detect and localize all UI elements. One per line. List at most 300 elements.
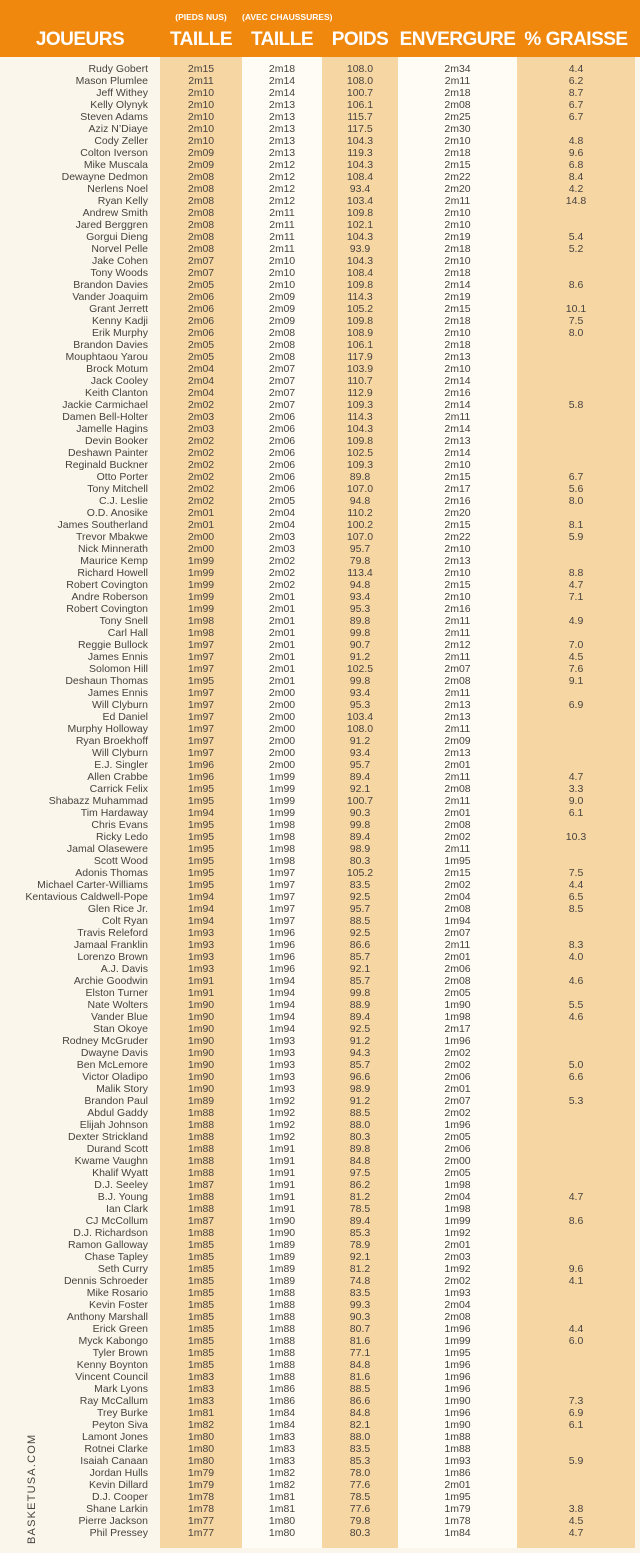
player-name: D.J. Richardson — [73, 1227, 148, 1239]
player-name: Jordan Hulls — [89, 1467, 148, 1479]
player-name: Carrick Felix — [89, 783, 148, 795]
player-bodyfat: 4.0 — [568, 951, 584, 963]
player-wingspan: 1m94 — [444, 915, 471, 927]
player-wingspan: 1m86 — [444, 1467, 471, 1479]
player-height-barefoot: 1m83 — [187, 1383, 215, 1395]
player-bodyfat — [517, 987, 635, 999]
player-bodyfat — [517, 747, 635, 759]
player-bodyfat — [517, 1479, 635, 1491]
player-height-barefoot: 1m98 — [187, 615, 215, 627]
player-wingspan: 2m02 — [444, 1047, 471, 1059]
player-name: Malik Story — [96, 1083, 148, 1095]
player-height-barefoot: 2m06 — [187, 315, 215, 327]
player-height-shoes: 2m01 — [268, 615, 296, 627]
player-height-shoes: 1m80 — [268, 1527, 296, 1539]
table-row — [0, 435, 640, 447]
table-header — [0, 0, 640, 57]
column-header-joueurs: JOUEURS — [35, 29, 125, 50]
table-row — [0, 1359, 640, 1371]
player-height-barefoot: 1m88 — [187, 1155, 215, 1167]
player-name: D.J. Seeley — [94, 1179, 148, 1191]
player-weight: 109.3 — [346, 399, 374, 411]
table-row — [0, 363, 640, 375]
table-row — [0, 603, 640, 615]
player-height-shoes: 1m80 — [268, 1515, 296, 1527]
table-row — [0, 1491, 640, 1503]
player-height-shoes: 1m92 — [268, 1107, 296, 1119]
player-height-shoes: 2m14 — [268, 87, 296, 99]
player-height-barefoot: 1m94 — [187, 903, 215, 915]
player-height-barefoot: 1m85 — [187, 1335, 215, 1347]
player-wingspan: 2m08 — [444, 819, 471, 831]
player-height-barefoot: 1m89 — [187, 1095, 215, 1107]
player-wingspan: 2m01 — [444, 1083, 471, 1095]
player-weight: 81.2 — [349, 1191, 371, 1203]
player-name: Kenny Boynton — [76, 1359, 148, 1371]
player-name: Khalif Wyatt — [92, 1167, 148, 1179]
player-height-shoes: 1m91 — [268, 1179, 296, 1191]
player-height-shoes: 1m91 — [268, 1191, 296, 1203]
table-row — [0, 819, 640, 831]
table-row — [0, 1467, 640, 1479]
player-wingspan: 2m20 — [444, 183, 471, 195]
player-height-barefoot: 1m88 — [187, 1167, 215, 1179]
player-height-shoes: 1m96 — [268, 939, 296, 951]
player-height-shoes: 2m00 — [268, 687, 296, 699]
player-name: Andre Roberson — [71, 591, 148, 603]
player-weight: 119.3 — [347, 147, 373, 159]
table-row — [0, 951, 640, 963]
player-height-barefoot: 1m90 — [187, 1071, 215, 1083]
table-row — [0, 1011, 640, 1023]
player-bodyfat: 7.6 — [568, 663, 584, 675]
player-name: Ryan Kelly — [97, 195, 148, 207]
player-bodyfat: 6.1 — [568, 807, 584, 819]
player-wingspan: 1m92 — [444, 1227, 471, 1239]
table-row — [0, 591, 640, 603]
player-wingspan: 2m11 — [444, 411, 471, 423]
player-wingspan: 2m08 — [444, 783, 471, 795]
player-height-shoes: 2m12 — [268, 183, 296, 195]
player-height-barefoot: 1m85 — [187, 1251, 215, 1263]
player-height-shoes: 2m04 — [268, 519, 296, 531]
player-height-shoes: 2m01 — [268, 663, 296, 675]
player-name: Trey Burke — [97, 1407, 148, 1419]
table-row — [0, 1191, 640, 1203]
player-height-shoes: 1m94 — [268, 1011, 296, 1023]
player-name: Seth Curry — [97, 1263, 148, 1275]
player-wingspan: 2m06 — [444, 1071, 471, 1083]
player-height-shoes: 1m88 — [268, 1299, 296, 1311]
player-weight: 78.0 — [349, 1467, 371, 1479]
player-height-shoes: 2m11 — [269, 207, 295, 219]
player-bodyfat: 8.4 — [568, 171, 584, 183]
player-wingspan: 1m95 — [444, 1491, 471, 1503]
table-row — [0, 99, 640, 111]
player-weight: 89.4 — [349, 1215, 371, 1227]
player-height-barefoot: 1m97 — [187, 651, 215, 663]
table-row — [0, 159, 640, 171]
table-row — [0, 255, 640, 267]
player-name: Robert Covington — [66, 579, 148, 591]
player-weight: 104.3 — [346, 255, 374, 267]
player-height-shoes: 2m03 — [268, 543, 296, 555]
player-bodyfat: 8.8 — [568, 567, 584, 579]
player-name: Kenny Kadji — [91, 315, 148, 327]
player-height-barefoot: 2m08 — [187, 183, 215, 195]
table-row — [0, 999, 640, 1011]
player-name: Murphy Holloway — [67, 723, 148, 735]
player-bodyfat: 6.1 — [568, 1419, 584, 1431]
player-height-shoes: 2m08 — [268, 339, 296, 351]
player-height-barefoot: 1m93 — [187, 927, 215, 939]
player-weight: 85.7 — [349, 975, 371, 987]
player-wingspan: 2m18 — [444, 339, 471, 351]
player-wingspan: 2m22 — [444, 531, 471, 543]
player-wingspan: 2m10 — [444, 207, 471, 219]
table-row — [0, 123, 640, 135]
player-height-barefoot: 2m08 — [187, 243, 215, 255]
player-bodyfat: 6.8 — [568, 159, 584, 171]
player-height-barefoot: 2m10 — [187, 111, 215, 123]
player-wingspan: 2m14 — [444, 447, 471, 459]
table-row — [0, 459, 640, 471]
player-height-shoes: 1m97 — [268, 915, 296, 927]
table-row — [0, 855, 640, 867]
player-bodyfat: 6.9 — [568, 1407, 584, 1419]
table-row — [0, 291, 640, 303]
player-height-shoes: 2m06 — [268, 447, 296, 459]
player-weight: 83.5 — [349, 1443, 371, 1455]
player-height-barefoot: 1m93 — [187, 939, 215, 951]
player-height-barefoot: 1m91 — [187, 987, 215, 999]
player-bodyfat — [517, 351, 635, 363]
player-wingspan: 2m16 — [444, 387, 471, 399]
player-height-barefoot: 2m06 — [187, 291, 215, 303]
player-bodyfat: 8.5 — [568, 903, 584, 915]
player-height-barefoot: 1m95 — [187, 795, 215, 807]
table-row — [0, 1419, 640, 1431]
player-height-barefoot: 1m90 — [187, 1083, 215, 1095]
table-row — [0, 63, 640, 75]
player-wingspan: 1m96 — [444, 1407, 471, 1419]
player-wingspan: 1m96 — [444, 1359, 471, 1371]
table-row — [0, 1299, 640, 1311]
player-weight: 92.5 — [349, 1023, 371, 1035]
player-wingspan: 2m20 — [444, 507, 471, 519]
player-wingspan: 2m13 — [444, 435, 471, 447]
player-wingspan: 2m18 — [444, 315, 471, 327]
player-bodyfat — [517, 1467, 635, 1479]
player-height-barefoot: 1m93 — [187, 963, 215, 975]
player-height-barefoot: 1m96 — [187, 771, 215, 783]
player-wingspan: 1m93 — [444, 1287, 471, 1299]
player-wingspan: 2m01 — [444, 951, 471, 963]
player-wingspan: 2m05 — [444, 987, 471, 999]
player-weight: 107.0 — [346, 483, 374, 495]
player-height-shoes: 1m98 — [268, 831, 296, 843]
table-row — [0, 795, 640, 807]
table-row — [0, 1407, 640, 1419]
player-name: Myck Kabongo — [78, 1335, 148, 1347]
player-height-barefoot: 1m97 — [187, 663, 215, 675]
player-bodyfat: 6.9 — [568, 699, 584, 711]
player-wingspan: 2m16 — [444, 603, 471, 615]
player-wingspan: 2m10 — [444, 591, 471, 603]
player-wingspan: 2m11 — [444, 795, 471, 807]
player-height-shoes: 2m00 — [268, 735, 296, 747]
player-name: Shabazz Muhammad — [48, 795, 148, 807]
player-wingspan: 2m13 — [444, 699, 471, 711]
player-wingspan: 2m16 — [444, 495, 471, 507]
player-weight: 90.3 — [349, 1311, 371, 1323]
player-wingspan: 2m18 — [444, 267, 471, 279]
table-row — [0, 1179, 640, 1191]
player-wingspan: 2m08 — [444, 975, 471, 987]
player-height-shoes: 1m99 — [268, 795, 296, 807]
table-row — [0, 711, 640, 723]
player-height-barefoot: 1m85 — [187, 1239, 215, 1251]
table-row — [0, 339, 640, 351]
table-row — [0, 1335, 640, 1347]
player-height-barefoot: 1m80 — [187, 1443, 215, 1455]
player-name: Cody Zeller — [94, 135, 148, 147]
table-row — [0, 1371, 640, 1383]
player-bodyfat: 5.0 — [568, 1059, 584, 1071]
player-height-shoes: 2m00 — [268, 759, 296, 771]
player-height-shoes: 1m92 — [268, 1131, 296, 1143]
table-row — [0, 375, 640, 387]
player-name: Trevor Mbakwe — [76, 531, 148, 543]
player-name: Rodney McGruder — [62, 1035, 148, 1047]
column-header-poids: POIDS — [331, 29, 389, 50]
player-name: Kentavious Caldwell-Pope — [25, 891, 148, 903]
column-header-envergure: ENVERGURE — [399, 29, 516, 50]
player-wingspan: 1m84 — [444, 1527, 471, 1539]
player-weight: 79.8 — [349, 1515, 371, 1527]
player-bodyfat: 8.0 — [568, 495, 584, 507]
table-row — [0, 111, 640, 123]
table-row — [0, 411, 640, 423]
player-wingspan: 1m96 — [444, 1035, 471, 1047]
player-name: Mike Rosario — [86, 1287, 148, 1299]
player-name: Nate Wolters — [87, 999, 148, 1011]
player-wingspan: 1m99 — [444, 1335, 471, 1347]
player-wingspan: 2m08 — [444, 675, 471, 687]
player-weight: 88.0 — [349, 1431, 371, 1443]
table-row — [0, 783, 640, 795]
player-height-barefoot: 1m90 — [187, 1011, 215, 1023]
player-height-shoes: 2m03 — [268, 531, 296, 543]
player-height-barefoot: 2m06 — [187, 303, 215, 315]
player-height-shoes: 2m01 — [268, 639, 296, 651]
player-height-barefoot: 1m99 — [187, 555, 215, 567]
player-height-shoes: 2m06 — [268, 423, 296, 435]
player-height-shoes: 1m88 — [268, 1359, 296, 1371]
player-bodyfat: 5.5 — [568, 999, 584, 1011]
player-wingspan: 2m15 — [444, 471, 471, 483]
player-weight: 100.7 — [346, 87, 374, 99]
table-row — [0, 543, 640, 555]
player-bodyfat — [517, 723, 635, 735]
player-height-barefoot: 1m88 — [187, 1227, 215, 1239]
player-height-barefoot: 1m88 — [187, 1119, 215, 1131]
player-height-barefoot: 1m95 — [187, 843, 215, 855]
player-bodyfat: 9.6 — [568, 147, 584, 159]
table-row — [0, 1311, 640, 1323]
player-wingspan: 1m90 — [444, 999, 471, 1011]
player-height-barefoot: 1m88 — [187, 1143, 215, 1155]
player-weight: 100.2 — [346, 519, 374, 531]
player-height-shoes: 2m00 — [268, 747, 296, 759]
table-row — [0, 723, 640, 735]
player-height-barefoot: 1m78 — [187, 1503, 215, 1515]
player-weight: 92.1 — [349, 963, 371, 975]
player-wingspan: 2m11 — [444, 651, 471, 663]
player-bodyfat: 4.7 — [568, 1527, 584, 1539]
player-bodyfat — [517, 267, 635, 279]
player-name: Tony Snell — [99, 615, 148, 627]
player-height-shoes: 1m97 — [268, 867, 296, 879]
table-row — [0, 663, 640, 675]
player-wingspan: 1m98 — [444, 1179, 471, 1191]
table-row — [0, 1527, 640, 1539]
player-height-barefoot: 2m02 — [187, 459, 215, 471]
table-row — [0, 891, 640, 903]
player-bodyfat: 4.7 — [568, 1191, 584, 1203]
player-wingspan: 2m07 — [444, 927, 471, 939]
player-height-shoes: 2m08 — [268, 351, 296, 363]
player-height-barefoot: 1m99 — [187, 579, 215, 591]
player-height-barefoot: 1m97 — [187, 699, 215, 711]
player-height-barefoot: 2m08 — [187, 195, 215, 207]
player-bodyfat: 4.5 — [568, 651, 584, 663]
player-name: Ryan Broekhoff — [75, 735, 148, 747]
player-weight: 93.4 — [349, 747, 371, 759]
table-row — [0, 303, 640, 315]
player-bodyfat — [517, 1299, 635, 1311]
player-height-shoes: 2m09 — [268, 303, 296, 315]
player-bodyfat: 3.3 — [568, 783, 584, 795]
player-height-shoes: 2m06 — [268, 459, 296, 471]
player-wingspan: 2m18 — [444, 87, 471, 99]
player-height-barefoot: 2m06 — [187, 327, 215, 339]
player-bodyfat — [517, 759, 635, 771]
player-bodyfat — [517, 1167, 635, 1179]
player-weight: 108.4 — [346, 171, 374, 183]
player-name: Lorenzo Brown — [77, 951, 148, 963]
table-row — [0, 135, 640, 147]
player-name: Elston Turner — [85, 987, 148, 999]
player-height-shoes: 1m83 — [268, 1455, 296, 1467]
player-bodyfat: 4.7 — [568, 771, 584, 783]
table-row — [0, 1023, 640, 1035]
player-height-barefoot: 2m15 — [187, 63, 215, 75]
player-bodyfat — [517, 291, 635, 303]
player-bodyfat — [517, 447, 635, 459]
player-height-barefoot: 1m90 — [187, 1059, 215, 1071]
player-weight: 86.6 — [349, 1395, 371, 1407]
player-height-barefoot: 1m95 — [187, 819, 215, 831]
player-height-shoes: 2m10 — [268, 267, 296, 279]
player-bodyfat: 7.3 — [568, 1395, 584, 1407]
player-weight: 92.1 — [349, 1251, 371, 1263]
table-row — [0, 519, 640, 531]
player-height-shoes: 1m99 — [268, 807, 296, 819]
player-height-barefoot: 1m99 — [187, 567, 215, 579]
player-weight: 97.5 — [349, 1167, 371, 1179]
player-wingspan: 2m10 — [444, 135, 471, 147]
player-name: Will Clyburn — [91, 747, 148, 759]
player-height-barefoot: 1m97 — [187, 711, 215, 723]
player-wingspan: 2m05 — [444, 1131, 471, 1143]
player-height-shoes: 1m96 — [268, 927, 296, 939]
player-wingspan: 2m19 — [444, 291, 471, 303]
table-row — [0, 507, 640, 519]
player-height-shoes: 1m84 — [268, 1407, 296, 1419]
player-name: Tyler Brown — [92, 1347, 148, 1359]
player-weight: 91.2 — [349, 651, 371, 663]
player-name: Damen Bell-Holter — [62, 411, 148, 423]
player-name: Robert Covington — [66, 603, 148, 615]
player-name: Colt Ryan — [101, 915, 148, 927]
player-weight: 104.3 — [346, 231, 374, 243]
player-name: Andrew Smith — [82, 207, 148, 219]
table-row — [0, 1275, 640, 1287]
player-weight: 90.7 — [349, 639, 371, 651]
table-row — [0, 1143, 640, 1155]
player-height-barefoot: 1m94 — [187, 891, 215, 903]
player-name: Vander Joaquim — [72, 291, 148, 303]
player-height-barefoot: 1m97 — [187, 687, 215, 699]
player-weight: 94.3 — [349, 1047, 371, 1059]
table-row — [0, 219, 640, 231]
player-height-barefoot: 2m02 — [187, 483, 215, 495]
table-row — [0, 531, 640, 543]
player-name: Adonis Thomas — [75, 867, 148, 879]
player-name: Ricky Ledo — [96, 831, 148, 843]
player-weight: 103.4 — [346, 195, 374, 207]
table-row — [0, 843, 640, 855]
player-wingspan: 2m17 — [444, 483, 471, 495]
player-wingspan: 2m11 — [444, 939, 471, 951]
player-wingspan: 2m22 — [444, 171, 471, 183]
player-height-shoes: 1m97 — [268, 891, 296, 903]
player-height-shoes: 2m00 — [268, 723, 296, 735]
player-wingspan: 2m11 — [444, 723, 471, 735]
player-height-barefoot: 2m08 — [187, 207, 215, 219]
player-height-barefoot: 1m90 — [187, 999, 215, 1011]
player-wingspan: 2m08 — [444, 903, 471, 915]
table-row — [0, 1107, 640, 1119]
player-height-barefoot: 1m98 — [187, 627, 215, 639]
player-wingspan: 1m92 — [444, 1263, 471, 1275]
player-height-barefoot: 1m85 — [187, 1323, 215, 1335]
player-weight: 89.4 — [349, 1011, 371, 1023]
player-height-shoes: 2m13 — [268, 123, 296, 135]
player-height-barefoot: 2m02 — [187, 471, 215, 483]
player-name: Jamal Olasewere — [66, 843, 148, 855]
player-wingspan: 2m05 — [444, 1167, 471, 1179]
player-weight: 80.7 — [349, 1323, 371, 1335]
player-height-barefoot: 2m02 — [187, 495, 215, 507]
player-wingspan: 2m01 — [444, 807, 471, 819]
player-name: Archie Goodwin — [73, 975, 148, 987]
player-weight: 89.8 — [349, 471, 371, 483]
player-height-shoes: 2m13 — [268, 135, 296, 147]
table-row — [0, 387, 640, 399]
table-row — [0, 1059, 640, 1071]
